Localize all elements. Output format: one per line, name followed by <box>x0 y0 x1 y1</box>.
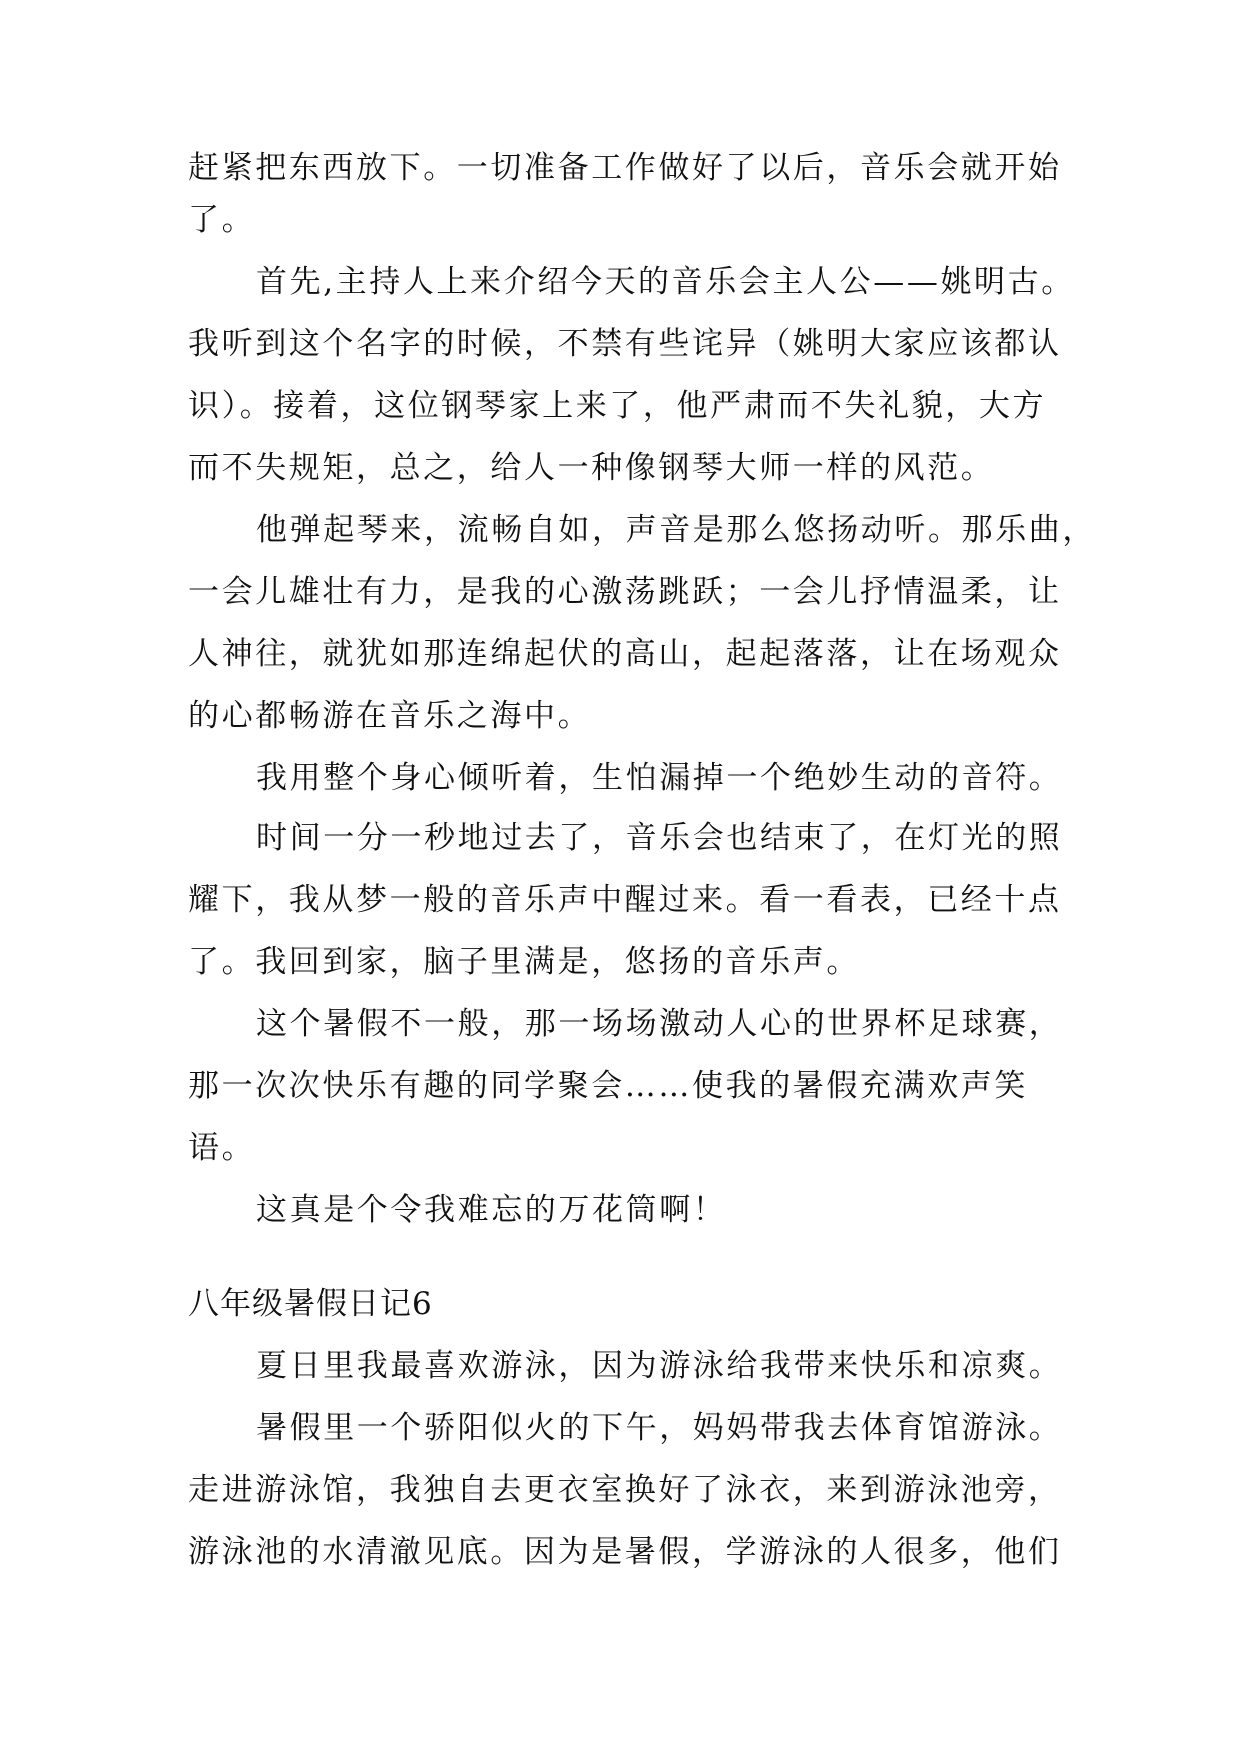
text-line: 人神往，就犹如那连绵起伏的高山，起起落落，让在场观众 <box>188 636 1062 672</box>
section-heading: 八年级暑假日记6 <box>188 1286 433 1322</box>
text-line: 他弹起琴来，流畅自如，声音是那么悠扬动听。那乐曲， <box>256 512 1096 548</box>
text-line: 耀下，我从梦一般的音乐声中醒过来。看一看表，已经十点 <box>188 882 1062 918</box>
text-line: 了。 <box>188 202 256 238</box>
text-line: 这个暑假不一般，那一场场激动人心的世界杯足球赛， <box>256 1006 1063 1042</box>
text-line: 语。 <box>188 1130 256 1166</box>
text-line: 我听到这个名字的时候，不禁有些诧异（姚明大家应该都认 <box>188 326 1062 362</box>
text-line: 首先,主持人上来介绍今天的音乐会主人公——姚明古。 <box>256 264 1075 300</box>
text-line: 的心都畅游在音乐之海中。 <box>188 698 592 734</box>
text-line: 游泳池的水清澈见底。因为是暑假，学游泳的人很多，他们 <box>188 1534 1062 1570</box>
text-line: 暑假里一个骄阳似火的下午，妈妈带我去体育馆游泳。 <box>256 1410 1063 1446</box>
text-line: 夏日里我最喜欢游泳，因为游泳给我带来快乐和凉爽。 <box>256 1348 1063 1384</box>
text-line: 了。我回到家，脑子里满是，悠扬的音乐声。 <box>188 944 860 980</box>
text-line: 时间一分一秒地过去了，音乐会也结束了，在灯光的照 <box>256 820 1063 856</box>
text-line: 这真是个令我难忘的万花筒啊！ <box>256 1192 727 1228</box>
text-line: 那一次次快乐有趣的同学聚会……使我的暑假充满欢声笑 <box>188 1068 1028 1104</box>
text-line: 我用整个身心倾听着，生怕漏掉一个绝妙生动的音符。 <box>256 760 1063 796</box>
text-line: 走进游泳馆，我独自去更衣室换好了泳衣，来到游泳池旁， <box>188 1472 1062 1508</box>
text-line: 识）。接着，这位钢琴家上来了，他严肃而不失礼貌，大方 <box>188 388 1047 424</box>
text-line: 一会儿雄壮有力，是我的心激荡跳跃；一会儿抒情温柔，让 <box>188 574 1062 610</box>
text-line: 而不失规矩，总之，给人一种像钢琴大师一样的风范。 <box>188 450 995 486</box>
text-line: 赶紧把东西放下。一切准备工作做好了以后，音乐会就开始 <box>188 150 1062 186</box>
